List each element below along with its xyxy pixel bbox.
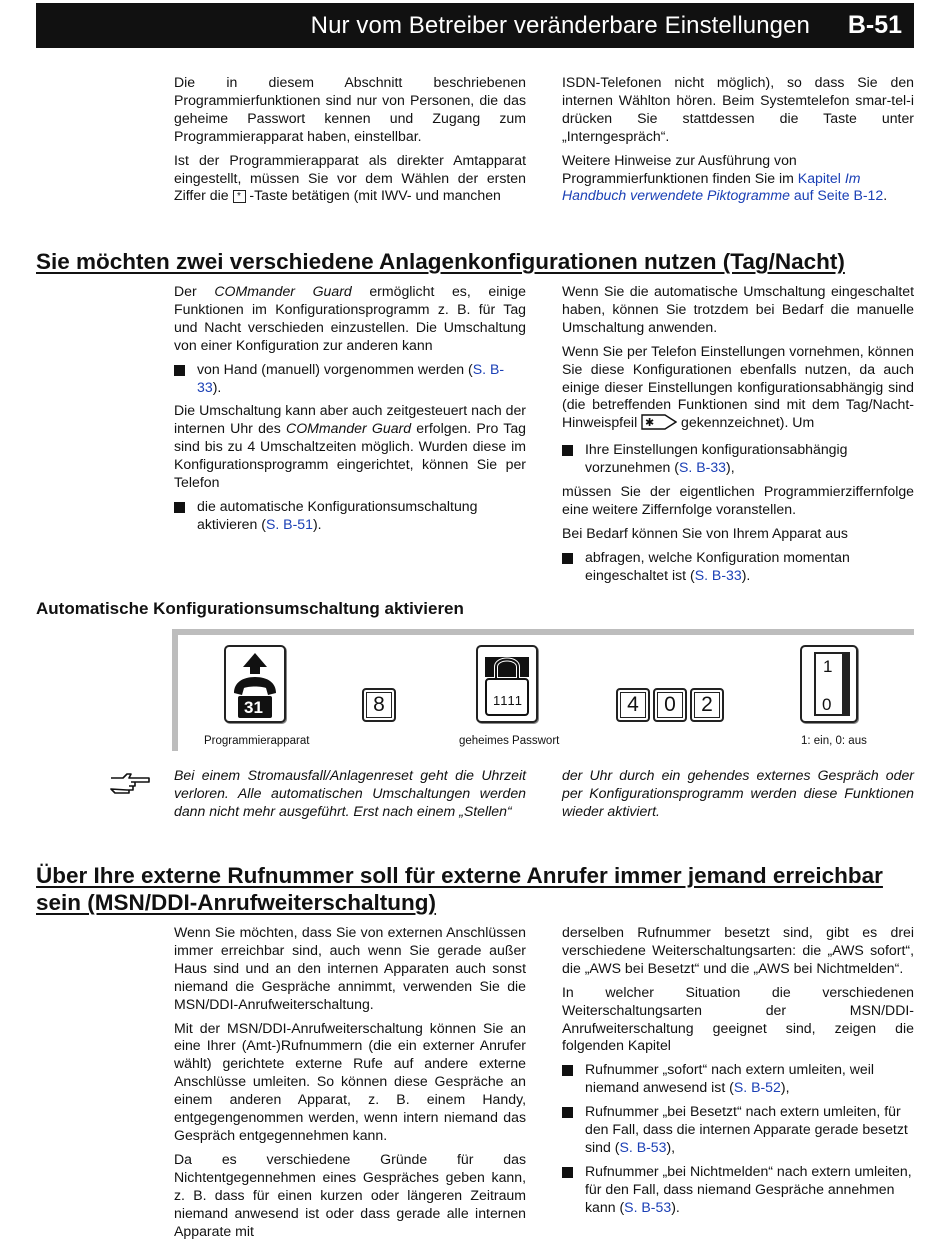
intro-right-column <box>562 74 914 211</box>
page-link[interactable]: S. B-52 <box>733 1079 781 1096</box>
section2-paragraph: In welcher Situation die verschiedenen Weiterschaltungsarten der MSN/DDI-Anrufweiterschaltung geeignet sind, zeigen die folgenden Kapitel <box>562 983 914 1054</box>
section-heading-line: Über Ihre externe Rufnummer soll für externe Anrufer immer jemand erreichbar <box>36 863 883 888</box>
phone-number-label: 31 <box>244 698 263 717</box>
key-sequence-box <box>172 629 914 751</box>
switch-rocker-shade <box>844 652 850 716</box>
page-link[interactable]: S. B-53 <box>619 1138 667 1155</box>
page-number: B-51 <box>847 11 902 39</box>
day-night-arrow-icon <box>641 414 677 435</box>
intro-left-column <box>174 74 526 211</box>
bullet-list <box>174 498 526 534</box>
section1-right-column <box>562 283 914 591</box>
label-secret-password: geheimes Passwort <box>459 735 560 747</box>
label-switch-on-off: 1: ein, 0: aus <box>801 735 867 747</box>
password-lock-key <box>476 645 538 723</box>
page-link[interactable]: S. B-51 <box>265 515 313 532</box>
page-link[interactable]: S. B-33 <box>197 360 505 395</box>
intro-paragraph-reference: Weitere Hinweise zur Ausführung von Programmierfunktionen finden Sie im Kapitel Im Handbuch verwendete Piktogramme auf Seite B-12. <box>562 151 888 204</box>
note-left: Bei einem Stromausfall/Anlagenreset geht die Uhrzeit verloren. Alle automatischen Umschaltungen werden dann nicht mehr ausgeführt. Erst nach einem „Stellen“ <box>174 767 526 819</box>
page-link[interactable]: S. B-33 <box>679 459 727 476</box>
page-header-title: Nur vom Betreiber veränderbare Einstellungen <box>310 12 810 39</box>
list-item: Rufnummer „bei Nichtmelden“ nach extern umleiten, für den Fall, dass niemand Gespräche annehmen kann (S. B-53). <box>562 1163 914 1217</box>
on-off-switch-key <box>800 645 858 723</box>
note-right: der Uhr durch ein gehendes externes Gespräch oder per Konfigurationsprogramm werden diese Funktionen wieder aktiviert. <box>562 767 914 819</box>
bullet-list <box>562 1061 914 1216</box>
digit-key-4: 4 <box>616 688 650 722</box>
list-item: abfragen, welche Konfiguration momentan eingeschaltet ist (S. B-33). <box>562 549 914 585</box>
page-link[interactable]: S. B-53 <box>624 1198 672 1215</box>
bullet-list <box>562 441 914 477</box>
intro-paragraph-star-key: Ist der Programmierapparat als direkter Amtapparat eingestellt, müssen Sie vor dem Wählen der ersten Ziffer die * -Taste betätigen (mit IWV- und manchen <box>174 151 526 204</box>
section1-paragraph-daynight: Wenn Sie per Telefon Einstellungen vornehmen, können Sie diese Konfigurationen ebenfalls nutzen, da auch einige dieser Einstellungen konfigurationsabhängig sind (die betreffenden Funktionen sind mit dem Tag/Nacht-Hinweispfeil ✱ gekennzeichnet). Um <box>562 343 914 436</box>
section2-left-column <box>174 924 526 1246</box>
section1-paragraph: Bei Bedarf können Sie von Ihrem Apparat aus <box>562 524 848 541</box>
section-heading-call-forwarding <box>36 862 883 916</box>
subsection-heading: Automatische Konfigurationsumschaltung aktivieren <box>36 599 464 618</box>
pointing-hand-icon <box>109 772 151 799</box>
intro-paragraph: Die in diesem Abschnitt beschriebenen Programmierfunktionen sind nur von Personen, die das geheime Passwort kennen und Zugang zum Programmierapparat haben, einstellbar. <box>174 74 526 144</box>
section1-paragraph: Die Umschaltung kann aber auch zeitgesteuert nach der internen Uhr des COMmander Guard erfolgen. Pro Tag sind bis zu 4 Umschaltzeiten möglich. Wurden diese im Konfigurationsprogramm eingerichtet, können Sie per Telefon <box>174 402 526 491</box>
list-item: Ihre Einstellungen konfigurationsabhängig vorzunehmen (S. B-33), <box>562 441 914 477</box>
section2-paragraph: derselben Rufnummer besetzt sind, gibt es drei verschiedene Weiterschaltungsarten: die „AWS sofort“, die „AWS bei Besetzt“ und die „AWS bei Nichtmelden“. <box>562 924 914 976</box>
page-header <box>36 3 914 48</box>
section2-right-column <box>562 924 914 1223</box>
list-item: die automatische Konfigurationsumschaltung aktivieren (S. B-51). <box>174 498 526 534</box>
digit-key-8: 8 <box>362 688 396 722</box>
section1-paragraph: müssen Sie der eigentlichen Programmierziffernfolge eine weitere Ziffernfolge voranstellen. <box>562 483 914 517</box>
section2-paragraph: Wenn Sie möchten, dass Sie von externen Anschlüssen immer erreichbar sind, auch wenn Sie gerade außer Haus sind und an den internen Apparaten auch sonst niemand die Gespräche annimmt, verwenden Sie die MSN/DDI-Anrufweiterschaltung. <box>174 924 526 1012</box>
lock-icon <box>478 647 536 721</box>
chapter-link[interactable]: Kapitel Im Handbuch verwendete Piktogramme auf Seite B-12 <box>562 169 884 204</box>
page-link[interactable]: S. B-33 <box>694 566 742 583</box>
bullet-list <box>174 361 526 397</box>
switch-on-label: 1 <box>823 657 833 676</box>
digit-key-2: 2 <box>690 688 724 722</box>
bullet-list <box>562 549 914 585</box>
list-item: Rufnummer „sofort“ nach extern umleiten, weil niemand anwesend ist (S. B-52), <box>562 1061 914 1097</box>
list-item: von Hand (manuell) vorgenommen werden (S. B-33). <box>174 361 526 397</box>
intro-paragraph: ISDN-Telefonen nicht möglich), so dass Sie den internen Wählton hören. Beim Systemtelefon smar-tel-i drücken Sie stattdessen die Taste unter „Interngespräch“. <box>562 74 914 144</box>
programming-phone-key <box>224 645 286 723</box>
list-item: Rufnummer „bei Besetzt“ nach extern umleiten, für den Fall, dass die internen Apparate gerade besetzt sind (S. B-53), <box>562 1103 914 1157</box>
digit-key-0: 0 <box>653 688 687 722</box>
lock-code-label: 1111 <box>493 693 524 708</box>
section-heading-line: sein (MSN/DDI-Anrufweiterschaltung) <box>36 890 437 915</box>
section2-paragraph: Mit der MSN/DDI-Anrufweiterschaltung können Sie an eine Ihrer (Amt-)Rufnummern (die ein externer Anrufer wählt) gerichtete externe Rufe auf andere externe Anschlüsse umleiten. So können diese Gespräche an einem anderen Apparat, z. B. einem Handy, entgegengenommen werden, wenn intern niemand das Gespräch entgegennehmen kann. <box>174 1019 526 1143</box>
label-programming-phone: Programmierapparat <box>204 735 310 747</box>
svg-text:✱: ✱ <box>645 416 655 430</box>
section1-paragraph: Der COMmander Guard ermöglicht es, einige Funktionen im Konfigurationsprogramm z. B. für Tag und Nacht verschieden einzustellen. Die Umschaltung von einer Konfiguration zur anderen kann <box>174 283 526 353</box>
section-heading-day-night: Sie möchten zwei verschiedene Anlagenkonfigurationen nutzen (Tag/Nacht) <box>36 249 845 274</box>
star-key-icon: * <box>233 190 246 203</box>
section1-paragraph: Wenn Sie die automatische Umschaltung eingeschaltet haben, können Sie trotzdem bei Bedarf die manuelle Umschaltung anwenden. <box>562 283 914 335</box>
section2-paragraph: Da es verschiedene Gründe für das Nichtentgegennehmen eines Gespräches geben kann, z. B. dass für einen kurzen oder längeren Zeitraum niemand anwesend ist oder dass gerade alle internen Apparate mit <box>174 1150 526 1239</box>
switch-off-label: 0 <box>822 695 832 714</box>
section1-left-column <box>174 283 526 540</box>
